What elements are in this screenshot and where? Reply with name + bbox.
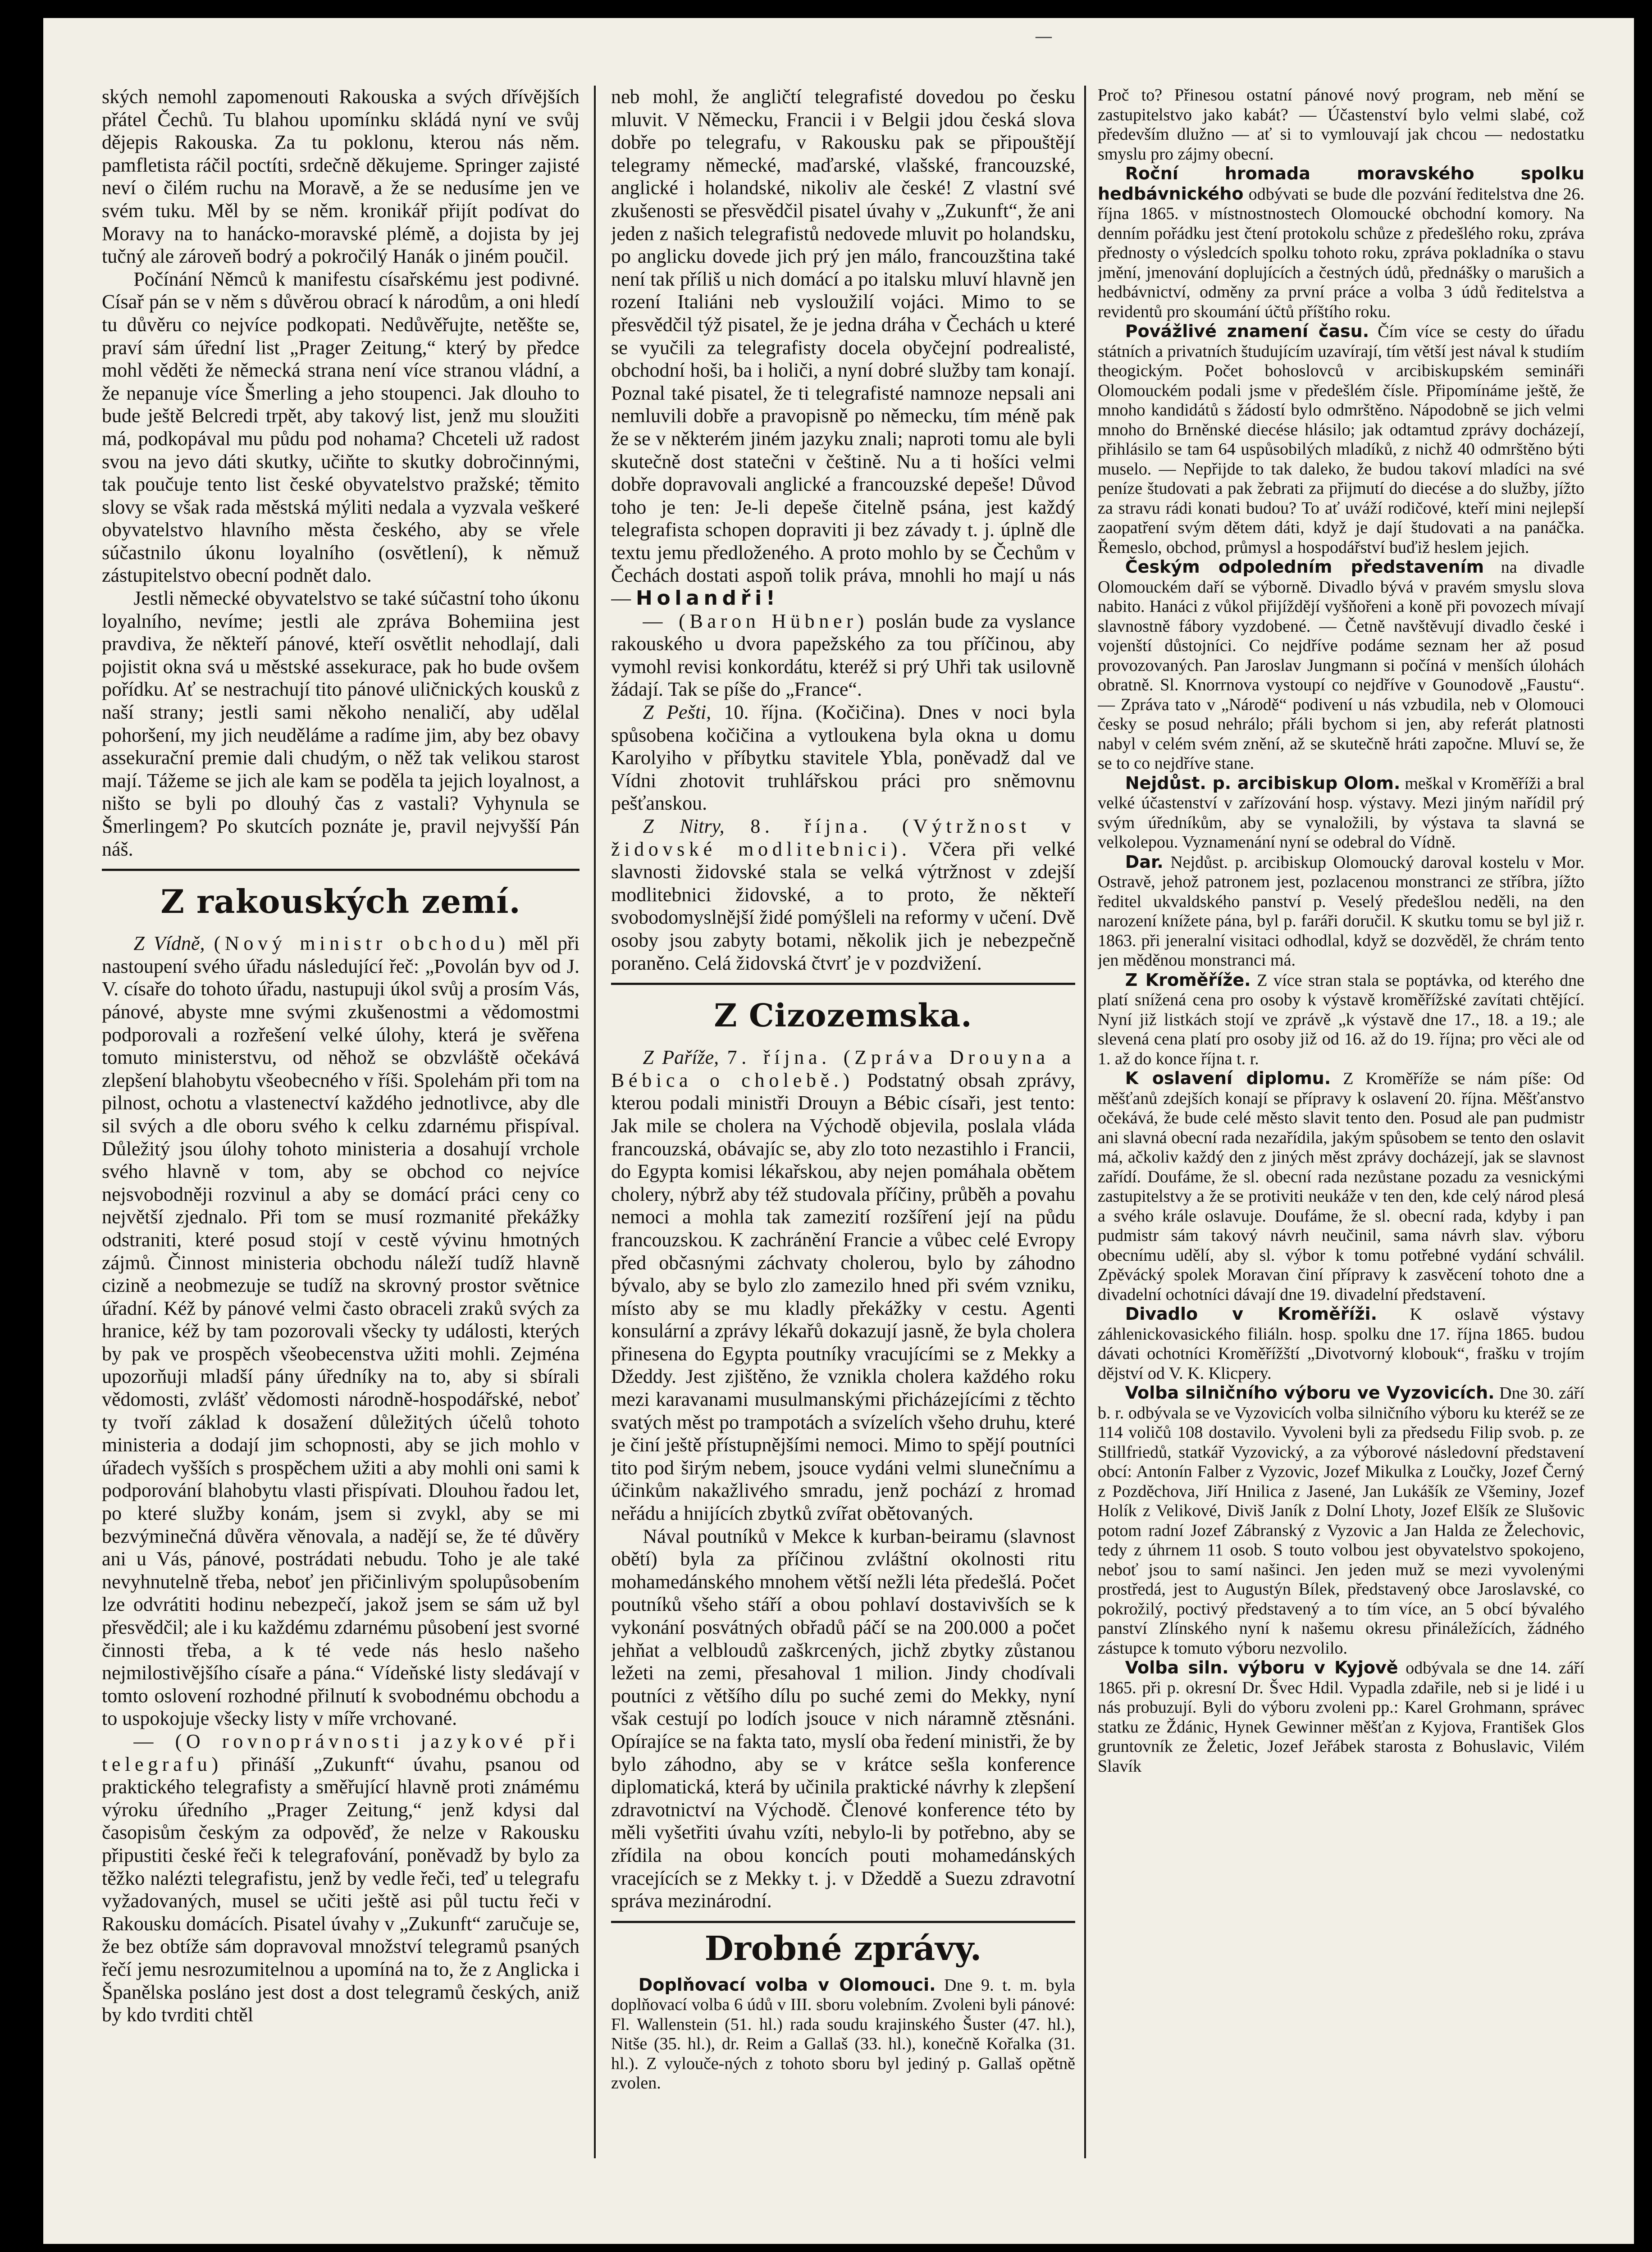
news-item [1098,1658,1584,1776]
section-heading-drobne-zpravy: Drobné zprávy. [704,1929,982,1968]
article-body: odbývati se bude dle pozvání ředitelstva dne 26. října 1865. v místnostnostech Olomoucké obchodní komory. Na denním pořádku jest čtení protokolu schůze z předešlého roku, zpráva přednosty o výsledcích spolku tohoto roku, zpráva pokladníka o stavu jmění, jmenování doplujících a čestných údů, přednášky o marušich a hedbávnictví, odměny za první práce a volba 3 údů ředitelstva a revidentů pro skoumání účtů příštího roku. [1098,184,1584,321]
news-item [1098,1304,1584,1383]
news-item [1098,557,1584,774]
newspaper-page [43,18,1634,2244]
article-body: Včera při velké slavnosti židovské stala se velká výtržnost v zdejší modlitebnici židovské, a to proto, že někteří svobodomyslnější židé pomýšleli na reformy v učení. Dvě osoby jsou zabyty botami, několik jich je nebezpečně poraněno. Celá židovská čtvrť je v pozdvižení. [611,838,1075,974]
news-kicker: Nejdůst. p. arcibiskup Olom. [1125,773,1401,793]
section-divider [102,869,580,871]
dateline-date: 10. října. (Kočičina). [724,701,905,724]
column-rule [594,86,596,2158]
article-paragraph [611,815,1075,975]
article-paragraph: Jestli německé obyvatelstvo se také súčastní toho úkonu loyalního, nevíme; jestli ale zpráva Bohemiina jest pravdiva, že někteří pánové, kteří osvětlit nehodlají, dali pojistit okna svá u městské assekuracе, pak ho bude ovšem pořídku. Ať se nestrachují tito pánové uličnických kousků z naší strany; jestli sami někoho nenaličí, aby udělal pohoršení, my jich neuděláme a radíme jim, aby bez obavy assekurační premie dali chudým, o něž tak velikou starost mají. Tážeme se jich ale kam se poděla ta jejich loyalnost, a ništo se byli po dlouhý čas z vastali? Vyhynula se Šmerlingem? Po skutcích poznáte je, pravil nejvyšší Pán náš. [102,587,580,860]
news-kicker: Divadlo v Kroměříži. [1125,1304,1378,1324]
article-paragraph [611,610,1075,701]
article-body: měl při nastoupení svého úřadu následující řeč: „Povolán byv od J. V. císaře do tohoto úřadu, nastupuji úkol svůj a prosím Vás, pánové, abyste mne svými zkušenostmi a vědomostmi podporovali a rozřešení velké úlohy, která je svěřena tomuto ministerstvu, od něhož se obzvláště očekává zlepšení blahobytu všeobecného v říši. Spolehám při tom na pilnost, ochotu a vlastenectví každého jednotlivce, aby dle sil svých a dle oboru svého k celku zdarnému přispíval. Důležitý jsou úlohy tohoto ministeria a dosahují vrchole svého hlavně v tom, aby se obchod co nejvíce nejsvobodněji rozvinul a aby se domácí práci ceny co největší zjednalo. Při tom se musí rozmanité překážky odstraniti, které posud stojí v cestě vývinu hmotných zájmů. Činnost ministeria obchodu náleží tudíž hlavně cizině a neobmezuje se tudíž na skrovný prostor světnice úřadní. Kéž by pánové velmi často obraceli zraků svých za hranice, kéž by tam pozorovali všecky ty události, kterých by pak ve prospěch všeobecenstva užiti mohli. Zejména upozorňuji mladší pány úředníky na to, aby si sbírali vědomosti, zvlášť vědomosti národně-hospodářské, neboť ty tvoří základ k dosažení důležitých účelů tohoto ministeria a dodají jim schopnosti, aby se jich mohlo v úřadech vyšších s prospěchem užiti a aby mohli oni sami k podporování blahobytu vlasti přispívati. Dlouhou řadou let, po které služby konám, jsem si zvykl, aby se mi bezvýminečná důvěra věnovala, a nadějí se, že té důvěry ani u Vás, pánové, postrádati nebudu. Toho je ale také nevyhnutelně třeba, neboť jen přičinlivým spolupůsobením lze odvrátiti hodinu nebezpečí, jakož jsem se sám už byl přesvědčil; ale i ku každému zdarnému působení jest svorné činnosti třeba, a k té vede nás heslo našeho nejmilostivějšího císaře a pána.“ Vídeňské listy sledávají v tomto oslovení rozhodné přilnutí k svobodnému obchodu a to uspokojuje všecky listy v míře vrchované. [102,932,580,1730]
news-item [1098,164,1584,322]
news-item [1098,1069,1584,1304]
article-paragraph [611,86,1075,610]
page-marker: — [1035,26,1053,47]
article-paragraph [102,1730,580,2027]
article-title-inline: 8. října. (Výtržnost v židovské modlitebnici). [611,815,1075,860]
news-item [1098,322,1584,557]
article-paragraph [611,701,1075,815]
article-body: meškal v Kroměříži a bral velké účastenství v zařízování hosp. výstavy. Mezi jiným nařídil prý svým úředníkům, aby se vynaložili, by výstava ta slavná se velkolepou. Vyznamenání nyní se odebral do Vídně. [1098,774,1584,852]
news-item [1098,971,1584,1069]
article-body: Nejdůst. p. arcibiskup Olomoucký daroval kostelu v Mor. Ostravě, jehož patronem jest, pozlacenou monstranci ze stříbra, jížto ředitel ukvaldského panství p. Veselý předešlou neděli, na den narození knížete pána, byl p. faráři doručil. K skutku tomu se byl již r. 1863. při jeneralní visitaci odhodlal, když se dozvěděl, že chrám tento jen měděnou monstranci má. [1098,852,1584,970]
section-heading-cizozemska: Z Cizozemska. [714,997,972,1035]
article-paragraph: Proč to? Přinesou ostatní pánové nový program, neb mění se zastupitelstvo jako kabát? — Účastenství bylo velmi slabé, což především dlužno — ať si to vymlouvají jak chcou — nedostatku smyslu pro zájmy obecní. [1098,86,1584,164]
news-item [1098,774,1584,852]
news-kicker: Volba silničního výboru ve Vyzovicích. [1125,1383,1495,1403]
news-kicker: Povážlivé znamení času. [1125,321,1369,341]
article-paragraph: ských nemohl zapomenouti Rakouska a svých dřívějších přátel Čechů. Tu blahou upomínku skládá nyní ve svůj dějepis Rakouska. Za tu poklonu, kterou nás něm. pamfletista ráčil poctíti, srdečně děkujeme. Springer zajisté neví o čilém ruchu na Moravě, a že se nedusíme jen ve svém tuku. Měl by se něm. kronikář přijít podívat do Moravy na to hanácko-moravské plémě, a dojista by jej tučný ale zároveň bodrý a pokročilý Hanák o jiném poučil. [102,86,580,268]
article-body: Dnes v noci byla spůsobena kočičina a vytloukena byla okna u domu Karolyiho v příbytku stavitele Ybla, poněvadž dal ve Vídni zhotovit truhlářskou práci pro sněmovnu pešťanskou. [611,701,1075,815]
article-title-inline: 7. října. (Zpráva Drouyna a Bébica o cholebě.) [611,1046,1075,1091]
article-paragraph: Nával poutníků v Mekce k kurban-beiramu (slavnost obětí) byla za příčinou zvláštní okolnosti ritu mohamedánského mnohem větší nežli léta předešlá. Počet poutníků všeho stáří a obou pohlaví dostavivších se k vykonání posvátných obřadů páčí se na 200.000 a počet jehňat a velbloudů zaškrcených, jichž zbytky zůstanou ležeti na zemi, přesahoval 1 milion. Jindy chodívali poutníci z většího dílu po suché zemi do Mekky, nyní však cestují po lodích jsouce v nich náramně ztěsnáni. Opírajíce se na fakta tato, myslí oba ředení ministři, že by bylo záhodno, aby se v krátce sešla konference diplomatická, která by učinila praktické návrhy k zlepšení zdravotnictví na Východě. Členové konference této by měli vyšetřiti úvahu vzíti, nebylo-li by potřebno, aby se zřídila na obou koncích pouti mohamedánských vracejících se z Mekky t. j. v Džeddě a Suezu zdravotní správa mezinárodní. [611,1525,1075,1912]
article-paragraph [102,932,580,1730]
article-body: Dne 30. září b. r. odbývala se ve Vyzovicích volba silničního výboru ku kteréž se ze 114 voličů 108 dostavilo. Vyvoleni byli za předsedu Filip svob. p. ze Stillfriedů, statkář Vyzovický, a za výborové následovní představení obcí: Antonín Falber z Vyzovic, Jozef Mikulka z Loučky, Jozef Černý z Pozděchova, Jiří Hnilica z Jasené, Jan Lukášík ze Všeminy, Jozef Holík z Velikové, Diviš Janík z Dolní Lhoty, Jozef Elšík ze Slušovic potom radní Jozef Zábranský z Vyzovic a Jan Halda ze Želechovic, tedy z úhrnem 11 osob. S touto volbou jest obyvatelstvo spokojeno, neboť jsou to samí našinci. Jen jeden muž se mezi vyvolenými prostředá, jest to Augustýn Bílek, představený obce Jaroslavské, co pokrožilý, poctivý představený a to tím více, an 5 obcí bývalého panství Zlínského nyní k našemu okresu přináležících, žádného zástupce k tomuto výboru nezvolilo. [1098,1384,1584,1658]
column-rule [1084,86,1086,2158]
section-divider [611,1921,1075,1923]
article-paragraph [611,1046,1075,1525]
news-kicker: Volba siln. výboru v Kyjově [1125,1658,1398,1678]
dateline: Z Nitry, [643,815,725,837]
article-body: Z Kroměříže se nám píše: Od měšťanů zdejších konají se přípravy k oslavení 20. října. Měšťanstvo očekává, že bude celé město slavit tento den. Posud ale pan pudmistr ani slavná obecní rada nezařídila, jakým spůsobem se tento den oslavit má, ačkoliv každý den z jiných měst zprávy docházejí, jak se slavnost zařídí. Doufáme, že sl. obecní rada nezůstane pozadu za vesnickými zastupitelstvy a že se protiviti neukáže v ten den, kde celý národ plesá a svého krále oslavuje. Doufáme, že sl. obecní rada, kdyby i pan pudmistr sám takový návrh neučinil, sama návrh slav. výboru obecnímu udělí, aby sl. výbor k tomu potřebné vydání schválil. Zpěvácký spolek Moravan činí přípravy k zasvěcení tohoto dne a divadelní ochotníci dávají dne 19. divadelní představení. [1098,1069,1584,1304]
news-kicker: Roční hromada moravského spolku hedbávnického [1098,164,1584,204]
emphasis: Holandři! [636,587,780,610]
news-kicker: Českým odpoledním představením [1125,557,1484,577]
article-body: Čím více se cesty do úřadu státních a privatních študujícím uzavírají, tím větší jest nával k studiím theogickým. Počet bohoslovců v arcibiskupském semináři Olomouckém podali jsme v předešlém čísle. Připomínáme ještě, že mnoho kandidátů s žádostí bylo odmrštěno. Nápodobně se jich velmi mnoho do Brněnské diecése hlásilo; jak odtamtud zprávy docházejí, přihlásilo se tam 64 uspůsobilých mladíků, z nichž 40 odmrštěno býti muselo. — Nepřijde to tak daleko, že budou takoví mladíci na své peníze študovati a pak žebrati za přijmutí do diecése a do služby, jížto za stravu rádi konati budou? To ať uváží rodičové, kteří mini nejlepší zaopatření svým dětem dáti, když je dají študovati a na panáčka. Řemeslo, obchod, průmysl a hospodářství buďiž heslem jejich. [1098,322,1584,557]
article-body: poslán bude za vyslance rakouského u dvora papežského za tou příčinou, aby vymohl revisi konkordátu, kteréž si prý Uhři tak usilovně žádají. Tak se píše do „France“. [611,610,1075,701]
section-divider [611,983,1075,985]
article-body: K oslavě výstavy záhlenickovasického filiáln. hosp. spolku dne 17. října 1865. budou dávati ochotníci Kroměřížští „Divotvorný klobouk“, frašku v trojím dějství od V. K. Klicpery. [1098,1305,1584,1383]
article-title-inline: — (O rovnoprávnosti jazykové při telegrafu) [102,1730,580,1775]
article-body: přináší „Zukunft“ úvahu, psanou od praktického telegrafisty a směřující hlavně proti známému výroku úředního „Prager Zeitung,“ jenž kdysi dal časopisům českým za odpověď, že nelze v Rakousku připustiti české řeči k telegrafování, poněvadž by bylo za těžko nalézti telegrafistu, jenž by vedle řeči, teď u telegrafu vyžadovaných, musel se učiti ještě asi půl tuctu řeči v Rakousku domácích. Pisatel úvahy v „Zukunft“ zaručuje se, že bez obtíže sám dopravoval množství telegramů psaných řečí jemu nesrozumitelnou a upomíná na to, že z Anglicka i Španělska posláno jest dost a dost telegramů českých, aniž by kdo tvrditi chtěl [102,1753,580,2026]
news-item [1098,1383,1584,1658]
dateline: Z Paříže, [643,1046,719,1069]
dateline: Z Pešti, [643,701,712,724]
article-body: neb mohl, že angličtí telegrafisté dovedou po česku mluvit. V Německu, Francii i v Belgii jdou česká slova dobře po telegrafu, v Rakousku pak se připouštějí telegramy německé, maďarské, vlašské, francouzské, anglické i holandské, nikoliv ale české! Z vlastní své zkušenosti se přesvědčil pisatel úvahy v „Zukunft“, že ani jeden z našich telegrafistů nedovede mluvit po holandsku, po anglicku dovede jich prý jen málo, francouzština také není tak příliš u nich domácí a po italsku mluví hlavně jen rození Italiáni neb vysloužilí vojáci. Mimo to se přesvědčil týž pisatel, že je jedna dráha v Čechách u které se vyučili za telegrafisty docela obyčejní podrealisté, obchodní hoši, ba i holiči, a nyní dobré služby tam konají. Poznal také pisatel, že ti telegrafisté namnoze nepsali ani nemluvili dobře a pravopisně po německu, tím méně pak že se v některém jiném jazyku znali; naproti tomu ale byli skutečně dost statečni v češtině. Nu a ti hošíci velmi dobře dopravovali anglické a francouzské depeše! Důvod toho je ten: Je-li depeše čitelně psána, jest každý telegrafista schopen dopraviti ji bez závady t. j. úplně dle textu jemu předloženého. A proto mohlo by se Čechům v Čechách dostati aspoň tolik práva, mnohli ho mají u nás — [611,86,1075,610]
article-body: Z více stran stala se poptávka, od kterého dne platí snížená cena pro osoby k výstavě kroměřížské zavítati chtějící. Nyní již listkách stojí ve zprávě „k výstavě dne 17., 18. a 19.; ale slevená cena platí pro osoby již od 16. až do 19. října; pro věci ale od 1. až do konce října t. r. [1098,971,1584,1068]
article-title-inline: — (Baron Hübner) [643,610,868,632]
news-kicker: K oslavení diplomu. [1125,1068,1331,1088]
column-3 [1098,86,1584,2176]
news-item [1098,852,1584,971]
article-title-inline: (Nový ministr obchodu) [214,932,510,955]
article-body: Podstatný obsah zprávy, kterou podali ministři Drouyn a Bébic císaři, jest tento: Jak mile se cholera na Východě objevila, poslala vláda francouzská, obávajíc se, aby zlo toto nezastihlo i Francii, do Egypta komisi lékařskou, aby nejen pomáhala obětem cholery, nýbrž aby též studovala příčiny, průběh a povahu nemoci a mohla tak zamezití rozšíření její na půdu francouzskou. K zachránění Francie a vůbec celé Evropy před občasnými záchvaty cholerou, bylo by záhodno bývalo, aby se bylo zlo zamezilo hned při svém vzniku, místo aby se mu kladly překážky v cestu. Agenti konsulární a zprávy lékařů dokazují jasně, že byla cholera přinesena do Egypta poutníky vracujícími se z Mekky a Džeddy. Jest zjištěno, že vznikla cholera každého roku mezi karavanami musulmanskými přicházejícími z těchto svatých měst po trampotách a svízelích všeho druhu, které je činí ještě přístupnějšími nemoci. Mimo to spějí poutníci tito pod širým nebem, jsouce vydáni velmi slunečnímu a účinkům nakažlivého smradu, jenž pochází z hromad neřádu a hnijících zbytků zvířat obětovaných. [611,1069,1075,1525]
article-body: na divadle Olomouckém daří se výborně. Divadlo bývá v pravém smyslu slova nabito. Hanáci z vůkol přijíždějí vyšňořeni a koně při povozech mívají slavnostně fábory vyzdobené. — Četně navštěvují divadlo české i vojenští důstojníci. Co nejdříve podáme seznam her až posud provozovaných. Pan Jaroslav Jungmann si počíná v menších úlohách obratně. Sl. Knorrnova vystoupí co nejdříve v Gounodově „Faustu“. — Zpráva tato v „Národě“ podivení u nás vzbudila, neb v Olomouci česky se posud nehrálo; přáli bychom si jen, aby referát platnosti nabyl v celém svém znění, až se skutečně hráti započne. Mluví se, že se to co nejdříve stane. [1098,558,1584,773]
article-paragraph: Počínání Němců k manifestu císařskému jest podivné. Císař pán se v něm s důvěrou obrací k národům, a oni hledí tu důvěru co nejvíce podkopati. Nedůvěřujte, netěšte se, praví sám úřední list „Prager Zeitung,“ který by předce mohl věděti že německá strana není více stranou vládní, a že nepanuje více Šmerling a jeho stoupenci. Jak dlouho to bude ještě Belcredi trpět, aby takový list, jenž mu sloužiti má, podkopával mu půdu pod nohama? Chceteli už radost svou na jevo dáti skutky, učiňte to skutky dobročinnými, tak poučuje tento list české obyvatelstvo pražské; těmito slovy se však rada městská mýliti nedala a vyzvala veškeré obyvatelstvo hlavního města českého, aby se vřele súčastnilo úkonu loyalního (osvětlení), k němuž zástupitelstvo obecní podnět dalo. [102,268,580,587]
article-paragraph [611,1975,1075,2093]
dateline: Z Vídně, [133,932,205,955]
news-kicker: Z Kroměříže. [1125,970,1251,990]
article-body: Dne 9. t. m. byla doplňovací volba 6 údů v III. sboru volebním. Zvoleni byli pánové: Fl. Wallenstein (51. hl.) rada soudu krajinského Šuster (47. hl.), Nitše (35. hl.), dr. Reim a Gallaš (33. hl.), konečně Kořalka (31. hl.). Z vylouče-ných z tohoto sboru byl jediný p. Gallaš opětně zvolen. [611,1975,1075,2093]
column-2 [611,86,1075,2176]
column-1 [102,86,580,2176]
news-kicker: Dar. [1125,852,1164,872]
article-body: odbývala se dne 14. září 1865. při p. okresní Dr. Švec Hdil. Vypadla zdařile, neb si je lidé i u nás probuzují. Byli do výboru zvoleni pp.: Karel Grohmann, správec statku ze Ždánic, Hynek Gewinner měšťan z Kyjova, František Glos gruntovník ze Želetic, Jozef Jeřábek starosta z Bohuslavic, Vilém Slavík [1098,1659,1584,1776]
section-heading-rakouskych-zemi: Z rakouských zemí. [160,882,521,921]
news-kicker: Doplňovací volba v Olomouci. [638,1974,936,1995]
